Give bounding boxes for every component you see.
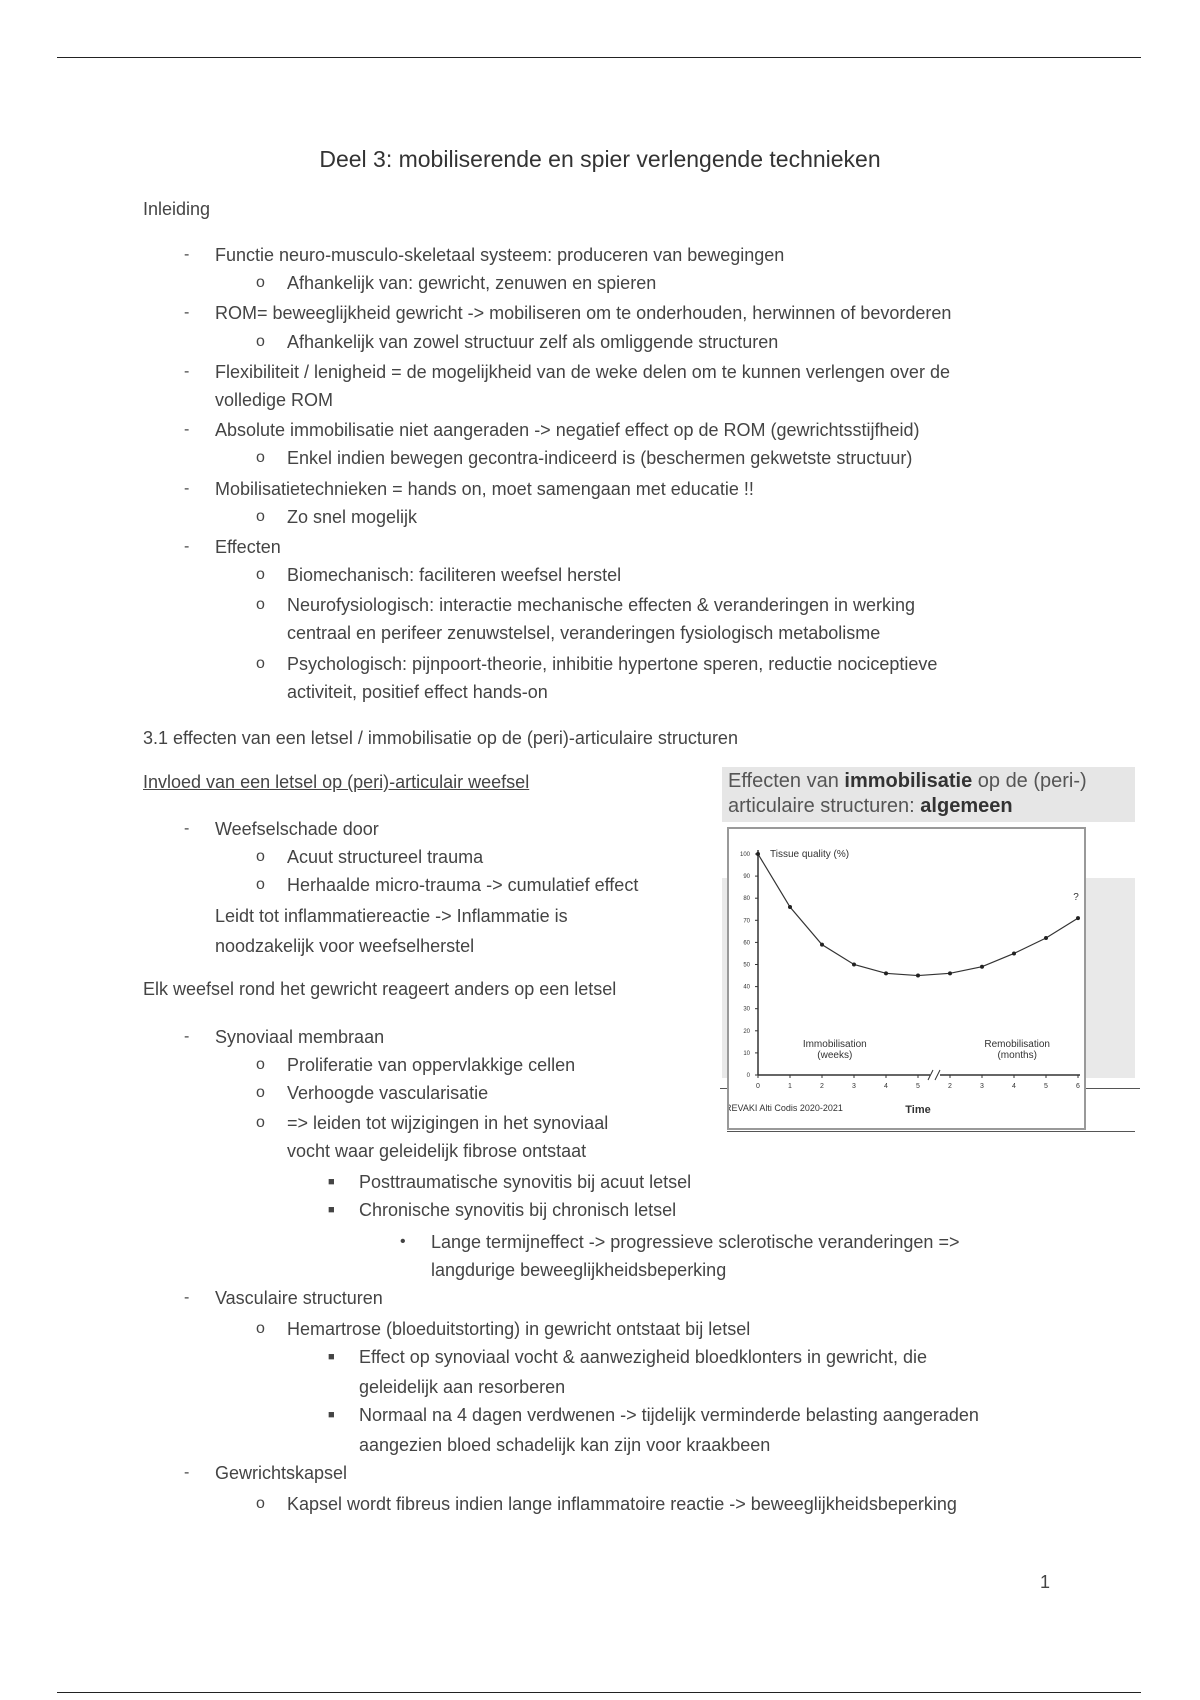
circle-bullet-icon: o — [256, 274, 265, 291]
dash-bullet-icon: - — [184, 246, 190, 263]
circle-bullet-icon: o — [256, 848, 265, 865]
heading-text: articulaire structuren: — [728, 795, 921, 817]
list-item-text: => leiden tot wijzigingen in het synoviaal — [287, 1113, 609, 1133]
list-item-text: Effecten — [215, 537, 281, 557]
section-heading: 3.1 effecten van een letsel / immobilisatie op de (peri)-articulaire structuren — [143, 728, 738, 748]
list-item-text: Absolute immobilisatie niet aangeraden -> negatief effect op de ROM (gewrichtsstijfheid) — [215, 420, 920, 440]
list-item-text: Herhaalde micro-trauma -> cumulatief effect — [287, 875, 639, 895]
list-item-text: Leidt tot inflammatiereactie -> Inflammatie is — [215, 906, 568, 926]
y-tick-label: 60 — [743, 940, 750, 947]
list-item-text: Zo snel mogelijk — [287, 507, 418, 527]
list-item-text: Posttraumatische synovitis bij acuut letsel — [359, 1172, 692, 1192]
circle-bullet-icon: o — [256, 1114, 265, 1131]
list-item-text: Acuut structureel trauma — [287, 847, 484, 867]
y-tick-label: 0 — [746, 1073, 750, 1079]
dash-bullet-icon: - — [184, 1464, 190, 1481]
x-tick-label: 5 — [916, 1083, 920, 1090]
circle-bullet-icon: o — [256, 1320, 265, 1337]
series-line — [758, 854, 1078, 976]
x-tick-label: 5 — [1044, 1083, 1048, 1090]
list-item-text: Hemartrose (bloeduitstorting) in gewricht ontstaat bij letsel — [287, 1319, 751, 1339]
y-tick-label: 50 — [743, 962, 750, 969]
list-item-text: Synoviaal membraan — [215, 1027, 385, 1047]
list-item-text: Functie neuro-musculo-skeletaal systeem: produceren van bewegingen — [215, 245, 785, 265]
list-item-text: Enkel indien bewegen gecontra-indiceerd is (beschermen gekwetste structuur) — [287, 448, 913, 468]
chart — [727, 827, 1086, 1130]
x-tick-label: 6 — [1076, 1083, 1080, 1090]
heading-bold: algemeen — [920, 795, 1013, 817]
data-point — [756, 852, 760, 856]
circle-bullet-icon: o — [256, 508, 265, 525]
x-tick-label: 4 — [884, 1083, 888, 1090]
list-item-text: Afhankelijk van: gewricht, zenuwen en spieren — [287, 273, 657, 293]
data-point — [852, 963, 856, 967]
data-point — [980, 965, 984, 969]
x-tick-label: 1 — [788, 1083, 792, 1090]
data-point — [884, 971, 888, 975]
circle-bullet-icon: o — [256, 596, 265, 613]
list-item-text: vocht waar geleidelijk fibrose ontstaat — [287, 1141, 587, 1161]
list-item-text: Afhankelijk van zowel structuur zelf als omliggende structuren — [287, 332, 779, 352]
list-item-text: Normaal na 4 dagen verdwenen -> tijdelijk verminderde belasting aangeraden — [359, 1405, 979, 1425]
list-item-text: Lange termijneffect -> progressieve sclerotische veranderingen => — [431, 1232, 960, 1252]
list-item-text: Vasculaire structuren — [215, 1288, 383, 1308]
list-item-text: volledige ROM — [215, 390, 334, 410]
dash-bullet-icon: - — [184, 1028, 190, 1045]
data-point — [916, 974, 920, 978]
dash-bullet-icon: - — [184, 363, 190, 380]
chart-svg — [729, 829, 1084, 1128]
circle-bullet-icon: o — [256, 1084, 265, 1101]
page-title: Deel 3: mobiliserende en spier verlengende technieken — [319, 146, 881, 172]
list-item-text: Effect op synoviaal vocht & aanwezigheid bloedklonters in gewricht, die — [359, 1347, 928, 1367]
y-tick-label: 40 — [743, 984, 750, 991]
square-bullet-icon: ■ — [328, 1351, 335, 1363]
list-item-text: activiteit, positief effect hands-on — [287, 682, 548, 702]
heading-text: op de (peri-) — [972, 770, 1087, 792]
list-item-text: langdurige beweeglijkheidsbeperking — [431, 1260, 727, 1280]
x-tick-label: 2 — [820, 1083, 824, 1090]
list-item-text: noodzakelijk voor weefselherstel — [215, 936, 475, 956]
list-item-text: Chronische synovitis bij chronisch letsel — [359, 1200, 677, 1220]
top-rule — [57, 57, 1141, 58]
square-bullet-icon: ■ — [328, 1409, 335, 1421]
data-point — [820, 943, 824, 947]
dash-bullet-icon: - — [184, 480, 190, 497]
list-item-text: Biomechanisch: faciliteren weefsel herstel — [287, 565, 622, 585]
y-tick-label: 80 — [743, 896, 750, 903]
section-heading: Elk weefsel rond het gewricht reageert anders op een letsel — [143, 979, 617, 999]
circle-bullet-icon: o — [256, 655, 265, 672]
dash-bullet-icon: - — [184, 304, 190, 321]
circle-bullet-icon: o — [256, 1495, 265, 1512]
section-heading: Invloed van een letsel op (peri)-articulair weefsel — [143, 772, 530, 792]
data-point — [788, 905, 792, 909]
circle-bullet-icon: o — [256, 566, 265, 583]
list-item-text: Flexibiliteit / lenigheid = de mogelijkheid van de weke delen om te kunnen verlengen over de — [215, 362, 950, 382]
dash-bullet-icon: - — [184, 1289, 190, 1306]
data-point — [948, 971, 952, 975]
data-point — [1012, 951, 1016, 955]
annotation-immobilisation: Immobilisation — [802, 1039, 867, 1050]
dot-bullet-icon: • — [400, 1233, 406, 1250]
data-point — [1076, 916, 1080, 920]
square-bullet-icon: ■ — [328, 1204, 335, 1216]
list-item-text: aangezien bloed schadelijk kan zijn voor kraakbeen — [359, 1435, 771, 1455]
y-tick-label: 90 — [743, 874, 750, 881]
y-tick-label: 30 — [743, 1006, 750, 1013]
x-tick-label: 3 — [980, 1083, 984, 1090]
x-tick-label: 2 — [948, 1083, 952, 1090]
circle-bullet-icon: o — [256, 876, 265, 893]
list-item-text: Proliferatie van oppervlakkige cellen — [287, 1055, 576, 1075]
dash-bullet-icon: - — [184, 421, 190, 438]
section-heading: Inleiding — [143, 199, 211, 219]
list-item-text: Mobilisatietechnieken = hands on, moet samengaan met educatie !! — [215, 479, 754, 499]
chart-title: Tissue quality (%) — [770, 849, 850, 860]
square-bullet-icon: ■ — [328, 1176, 335, 1188]
bottom-rule — [57, 1692, 1141, 1693]
data-point — [1044, 936, 1048, 940]
dash-bullet-icon: - — [184, 538, 190, 555]
list-item-text: Weefselschade door — [215, 819, 379, 839]
x-tick-label: 4 — [1012, 1083, 1016, 1090]
heading-bold: immobilisatie — [844, 770, 973, 792]
figure-heading — [722, 767, 1135, 822]
x-tick-label: 3 — [852, 1083, 856, 1090]
figure-credit: REVAKI Alti Codis 2020-2021 — [729, 1103, 843, 1113]
list-item-text: Psychologisch: pijnpoort-theorie, inhibitie hypertone speren, reductie nociceptieve — [287, 654, 938, 674]
y-tick-label: 20 — [743, 1028, 750, 1035]
list-item-text: Neurofysiologisch: interactie mechanische effecten & veranderingen in werking — [287, 595, 916, 615]
list-item-text: ROM= beweeglijkheid gewricht -> mobiliseren om te onderhouden, herwinnen of bevorderen — [215, 303, 952, 323]
list-item-text: Verhoogde vascularisatie — [287, 1083, 489, 1103]
list-item-text: centraal en perifeer zenuwstelsel, veranderingen fysiologisch metabolisme — [287, 623, 881, 643]
page-number: 1 — [1040, 1572, 1051, 1592]
annotation-question: ? — [1073, 892, 1079, 904]
heading-text: Effecten van — [728, 770, 845, 792]
x-axis-label: Time — [905, 1104, 931, 1116]
annotation-remobilisation-unit: (months) — [997, 1050, 1037, 1061]
circle-bullet-icon: o — [256, 1056, 265, 1073]
dash-bullet-icon: - — [184, 820, 190, 837]
y-tick-label: 10 — [743, 1050, 750, 1057]
circle-bullet-icon: o — [256, 333, 265, 350]
list-item-text: geleidelijk aan resorberen — [359, 1377, 566, 1397]
y-tick-label: 70 — [743, 918, 750, 925]
circle-bullet-icon: o — [256, 449, 265, 466]
annotation-remobilisation: Remobilisation — [984, 1039, 1050, 1050]
x-tick-label: 0 — [756, 1083, 760, 1090]
list-item-text: Kapsel wordt fibreus indien lange inflammatoire reactie -> beweeglijkheidsbeperking — [287, 1494, 957, 1514]
list-item-text: Gewrichtskapsel — [215, 1463, 348, 1483]
y-tick-label: 100 — [739, 852, 750, 858]
annotation-immobilisation-unit: (weeks) — [817, 1050, 853, 1061]
